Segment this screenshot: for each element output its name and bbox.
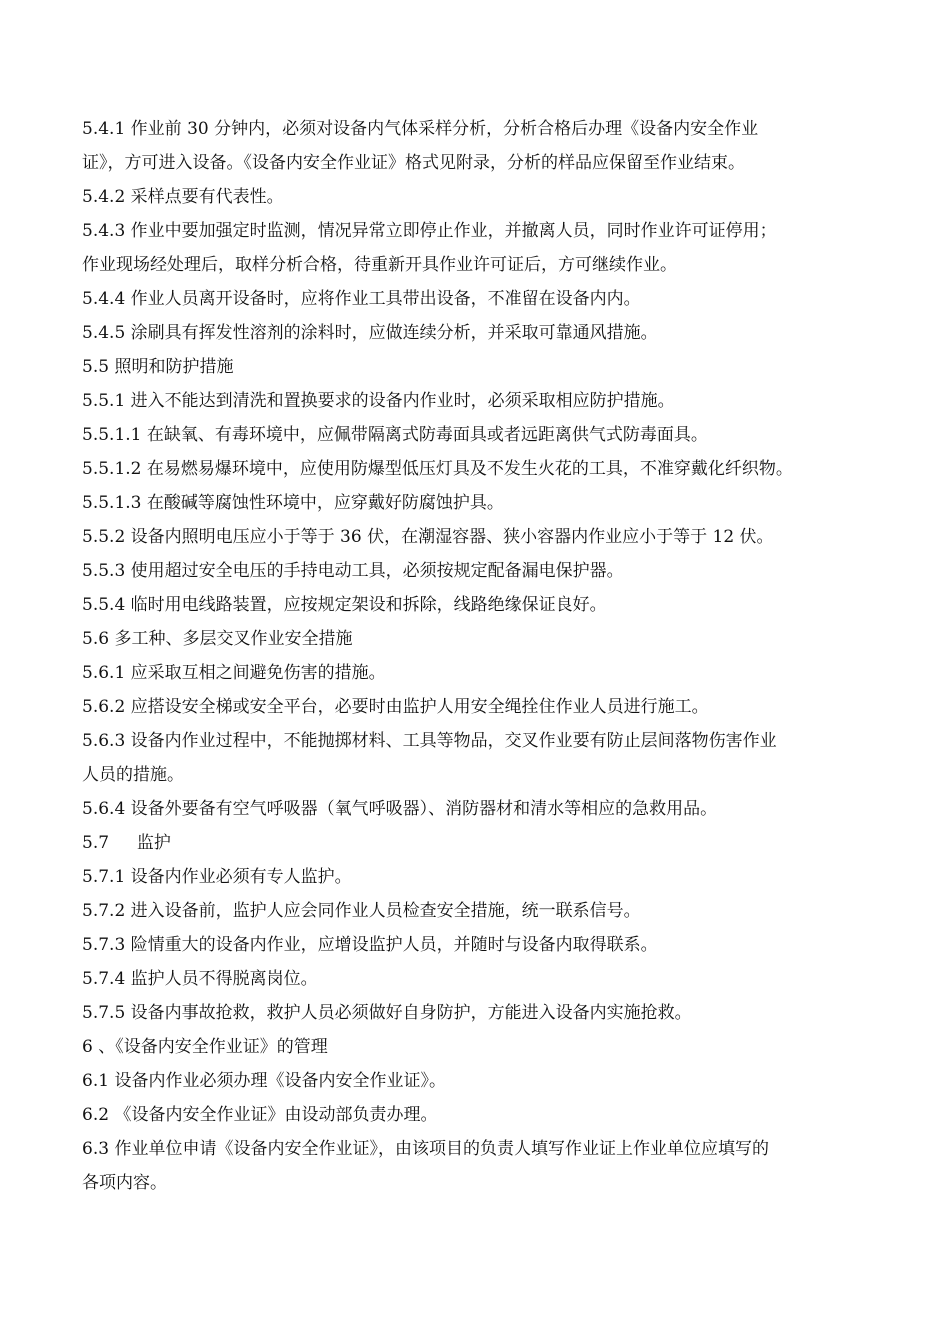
text-line: 6.2 《设备内安全作业证》由设动部负责办理。 (82, 1105, 438, 1125)
text-line: 5.4.4 作业人员离开设备时，应将作业工具带出设备，不准留在设备内内。 (82, 289, 641, 309)
text-line: 6.3 作业单位申请《设备内安全作业证》，由该项目的负责人填写作业证上作业单位应填写的 (82, 1139, 769, 1159)
text-line: 5.5.1 进入不能达到清洗和置换要求的设备内作业时，必须采取相应防护措施。 (82, 391, 675, 411)
text-line: 6.1 设备内作业必须办理《设备内安全作业证》。 (82, 1071, 446, 1091)
text-line: 5.4.5 涂刷具有挥发性溶剂的涂料时，应做连续分析，并采取可靠通风措施。 (82, 323, 658, 343)
text-line: 5.5.2 设备内照明电压应小于等于 36 伏，在潮湿容器、狭小容器内作业应小于等于 12 伏。 (82, 527, 774, 547)
text-line: 5.5.4 临时用电线路装置，应按规定架设和拆除，线路绝缘保证良好。 (82, 595, 607, 615)
text-line: 各项内容。 (82, 1173, 167, 1193)
text-line: 5.7.4 监护人员不得脱离岗位。 (82, 969, 318, 989)
text-line: 5.4.1 作业前 30 分钟内，必须对设备内气体采样分析，分析合格后办理《设备内安全作业 (82, 119, 759, 139)
text-line: 5.5.1.1 在缺氧、有毒环境中，应佩带隔离式防毒面具或者远距离供气式防毒面具。 (82, 425, 708, 445)
text-line: 5.5.3 使用超过安全电压的手持电动工具，必须按规定配备漏电保护器。 (82, 561, 624, 581)
text-line: 5.5.1.3 在酸碱等腐蚀性环境中，应穿戴好防腐蚀护具。 (82, 493, 504, 513)
text-line: 5.6.1 应采取互相之间避免伤害的措施。 (82, 663, 386, 683)
text-line: 5.6.4 设备外要备有空气呼吸器（氧气呼吸器）、消防器材和清水等相应的急救用品。 (82, 799, 718, 819)
text-line: 5.7.2 进入设备前，监护人应会同作业人员检查安全措施，统一联系信号。 (82, 901, 641, 921)
text-line: 5.4.2 采样点要有代表性。 (82, 187, 284, 207)
text-line: 人员的措施。 (82, 765, 184, 785)
section-heading: 5.6 多工种、多层交叉作业安全措施 (82, 629, 353, 649)
text-line: 作业现场经处理后，取样分析合格，待重新开具作业许可证后，方可继续作业。 (82, 255, 677, 275)
section-heading: 5.7 监护 (82, 833, 171, 853)
text-line: 5.6.2 应搭设安全梯或安全平台，必要时由监护人用安全绳拴住作业人员进行施工。 (82, 697, 709, 717)
text-line: 5.7.5 设备内事故抢救，救护人员必须做好自身防护，方能进入设备内实施抢救。 (82, 1003, 692, 1023)
text-line: 5.4.3 作业中要加强定时监测，情况异常立即停止作业，并撤离人员，同时作业许可证停用； (82, 221, 777, 241)
document-body (82, 112, 882, 1200)
text-line: 5.6.3 设备内作业过程中，不能抛掷材料、工具等物品，交叉作业要有防止层间落物伤害作业 (82, 731, 777, 751)
section-heading: 5.5 照明和防护措施 (82, 357, 234, 377)
text-line: 5.7.3 险情重大的设备内作业，应增设监护人员，并随时与设备内取得联系。 (82, 935, 658, 955)
text-line: 证》，方可进入设备。《设备内安全作业证》格式见附录，分析的样品应保留至作业结束。 (82, 153, 745, 173)
text-line: 5.5.1.2 在易燃易爆环境中，应使用防爆型低压灯具及不发生火花的工具，不准穿戴化纤织物。 (82, 459, 793, 479)
text-line: 5.7.1 设备内作业必须有专人监护。 (82, 867, 352, 887)
section-heading: 6 、《设备内安全作业证》的管理 (82, 1037, 328, 1057)
